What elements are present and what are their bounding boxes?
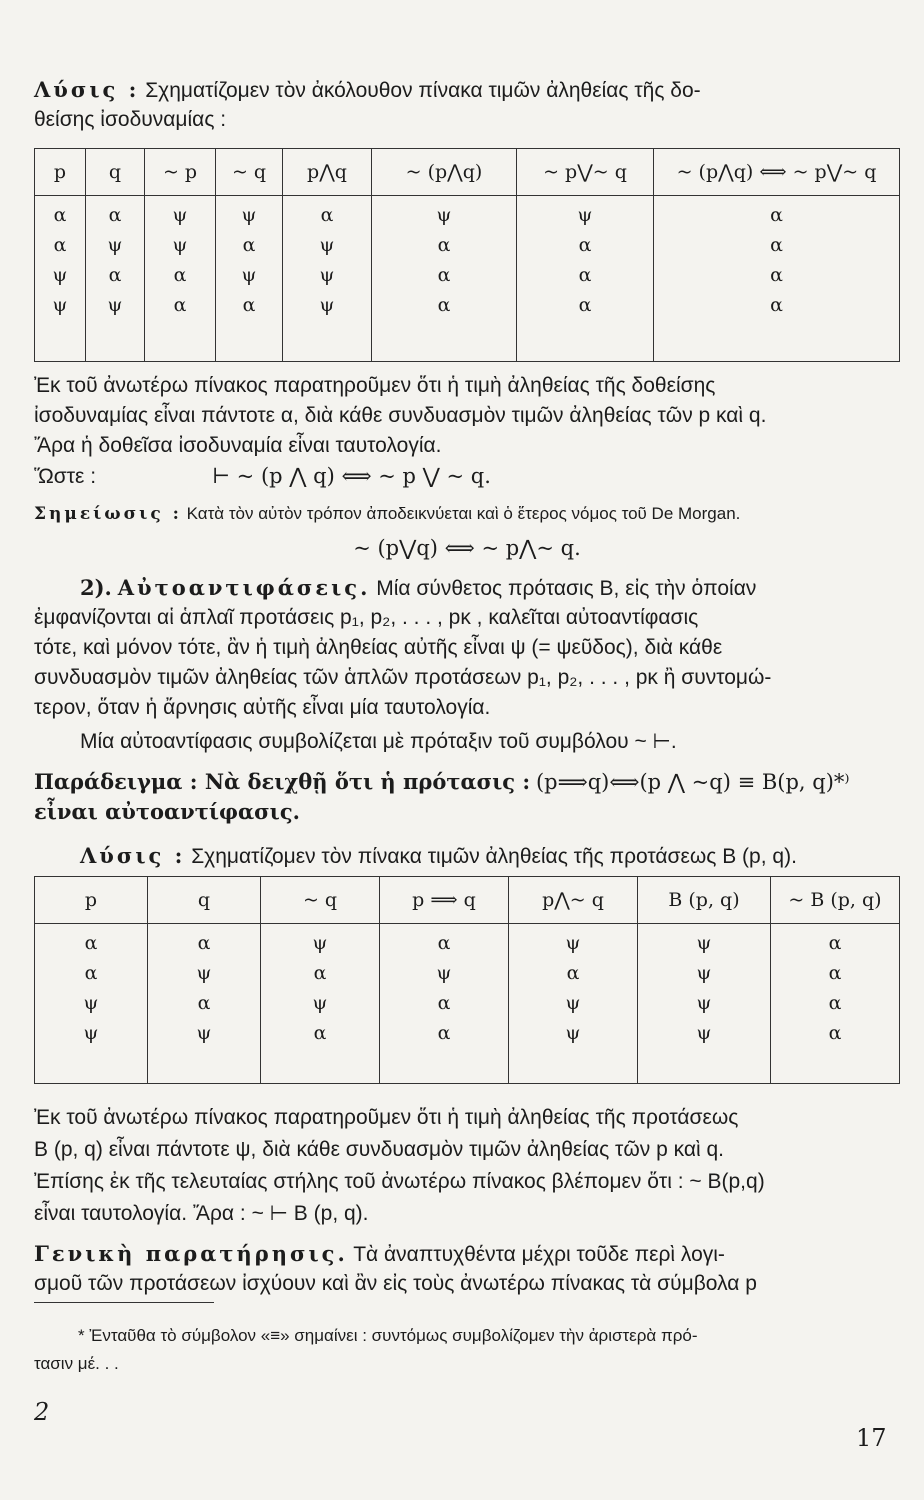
section2-line1 [34,574,900,603]
table1-cell: ψ [241,204,257,226]
table2-cell: ψ [436,962,452,984]
table1-cell: α [108,264,122,286]
section2-number: 2). [80,575,112,600]
table1-cell: ψ [241,264,257,286]
table1-header: ~ q [216,149,283,196]
table2-cell: α [313,962,327,984]
table2-cell: ψ [565,932,581,954]
table1-cell: ψ [319,264,335,286]
table1-cell: α [578,234,592,256]
table1-cell: ψ [52,294,68,316]
table2-cell: ψ [696,1022,712,1044]
table2-header: ~ q [261,877,380,924]
table1-header: ~ p⋁~ q [517,149,654,196]
truth-table-2 [34,876,900,1084]
table2-header: q [148,877,261,924]
solution1-text1: Σχηματίζομεν τὸν ἀκόλουθον πίνακα τιμῶν ἀληθείας τῆς δο- [145,79,701,102]
table1-column [372,196,517,362]
table1-body-row [35,196,900,362]
table2-cell: α [828,992,842,1014]
table2-cell: ψ [83,992,99,1014]
footnote-line2: τασιν μέ. . . [34,1354,119,1373]
de-morgan-formula: ~ (p⋁q) ⟺ ~ p⋀~ q. [353,536,581,560]
table1-cell: α [437,264,451,286]
table2-cell: α [197,932,211,954]
table2-cell: ψ [696,932,712,954]
para1-line1: Ἐκ τοῦ ἀνωτέρω πίνακος παρατηροῦμεν ὅτι ἡ τιμὴ ἀληθείας τῆς δοθείσης [34,374,716,397]
para2-line1: Ἐκ τοῦ ἀνωτέρω πίνακος παρατηροῦμεν ὅτι ἡ τιμὴ ἀληθείας τῆς προτάσεως [34,1106,739,1129]
table1-column [35,196,86,362]
table2-cell: ψ [565,1022,581,1044]
signature-mark: 2 [34,1398,50,1426]
table1-cell: α [320,204,334,226]
table2-cell: α [437,932,451,954]
table1-cell: α [770,204,783,226]
table2-column [380,924,509,1084]
table1-column [654,196,900,362]
table1-cell: α [578,294,592,316]
table2-cell: ψ [83,1022,99,1044]
table1-cell: α [770,264,783,286]
table2-cell: ψ [312,932,328,954]
table1-column [145,196,216,362]
table2-header: p ⟹ q [380,877,509,924]
table2-cell: ψ [696,992,712,1014]
page-number: 17 [856,1424,887,1452]
table2-cell: α [437,992,451,1014]
table2-column [261,924,380,1084]
table2-column [638,924,771,1084]
table1-column [283,196,372,362]
table2-header: B (p, q) [638,877,771,924]
table2-header: ~ B (p, q) [771,877,900,924]
table1-header: ~ p [145,149,216,196]
table1-cell: α [770,294,783,316]
general-label: Γενικὴ παρατήρησις. [34,1241,348,1266]
solution2-label: Λύσις : [80,843,186,868]
hoste-label: Ὥστε : [34,465,97,488]
table2-column [771,924,900,1084]
example-line1 [34,768,900,797]
table1-cell: ψ [107,234,123,256]
table1-cell: ψ [52,264,68,286]
section2-line4: συνδυασμὸν τιμῶν ἀληθείας τῶν ἁπλῶν προτάσεων p₁, p₂, . . . , pκ ἢ συντομώ- [34,666,772,689]
section2-line5: τερον, ὅταν ἡ ἄρνησις αὐτῆς εἶναι μία ταυτολογία. [34,696,491,719]
table2-header: p⋀~ q [509,877,638,924]
table2-cell: α [437,1022,451,1044]
table2-cell: α [828,932,842,954]
table2-column [148,924,261,1084]
section2-line3: τότε, καὶ μόνον τότε, ἂν ἡ τιμὴ ἀληθείας αὐτῆς εἶναι ψ (= ψεῦδος), διὰ κάθε [34,636,723,659]
table2-cell: α [566,962,580,984]
table1-cell: α [173,294,187,316]
solution1-label: Λύσις : [34,77,140,102]
para2-line2: B (p, q) εἶναι πάντοτε ψ, διὰ κάθε συνδυασμὸν τιμῶν ἀληθείας τῶν p καὶ q. [34,1138,724,1161]
example-formula: (p⟹q)⟺(p ⋀ ~q) ≡ B(p, q)*⁾ [535,770,850,794]
example-label: Παράδειγμα : Νὰ δειχθῇ ὅτι ἡ πρότασις : [34,769,531,794]
table2-header-row [35,877,900,924]
general-text1: Τὰ ἀναπτυχθέντα μέχρι τοῦδε περὶ λογι- [353,1243,725,1266]
table1-cell: ψ [172,204,188,226]
table1-cell: ψ [577,204,593,226]
table1-cell: α [578,264,592,286]
table2-cell: α [197,992,211,1014]
table1-cell: α [437,234,451,256]
table2-cell: ψ [565,992,581,1014]
table1-cell: α [242,294,256,316]
table1-cell: ψ [436,204,452,226]
note-text: Κατὰ τὸν αὐτὸν τρόπον ἀποδεικνύεται καὶ ὁ ἕτερος νόμος τοῦ De Morgan. [186,504,741,523]
table2-column [509,924,638,1084]
table1-cell: α [53,204,67,226]
footnote-rule [34,1302,214,1303]
table1-cell: ψ [319,294,335,316]
solution2-line [34,842,900,871]
para1-line2: ἰσοδυναμίας εἶναι πάντοτε α, διὰ κάθε συνδυασμὸν τιμῶν ἀληθείας τῶν p καὶ q. [34,404,767,427]
table2-cell: α [828,962,842,984]
solution2-text: Σχηματίζομεν τὸν πίνακα τιμῶν ἀληθείας τῆς προτάσεως B (p, q). [191,845,797,868]
example-line2: εἶναι αὐτοαντίφασις. [34,799,300,824]
table1-header: ~ (p⋀q) ⟺ ~ p⋁~ q [654,149,900,196]
table1-column [517,196,654,362]
solution1-line1 [34,76,900,105]
table1-cell: α [242,234,256,256]
table1-column [86,196,145,362]
table1-cell: α [173,264,187,286]
para1-line4 [34,462,900,491]
para1-line3: Ἄρα ἡ δοθεῖσα ἰσοδυναμία εἶναι ταυτολογία. [34,434,442,457]
truth-table-1 [34,148,900,362]
para2-line3: Ἐπίσης ἐκ τῆς τελευταίας στήλης τοῦ ἀνωτέρω πίνακος βλέπομεν ὅτι : ~ B(p,q) [34,1170,765,1193]
table2-cell: ψ [196,962,212,984]
table2-cell: ψ [312,992,328,1014]
tautology-formula: ⊢ ~ (p ⋀ q) ⟺ ~ p ⋁ ~ q. [211,464,491,488]
table1-cell: ψ [172,234,188,256]
table2-column [35,924,148,1084]
table2-cell: α [84,932,98,954]
note-label: Σημείωσις : [34,504,182,524]
para2-line4: εἶναι ταυτολογία. Ἄρα : ~ ⊢ B (p, q). [34,1202,369,1225]
table2-body-row [35,924,900,1084]
solution1-line2: θείσης ἰσοδυναμίας : [34,108,227,131]
note-line [34,500,900,528]
table1-header: q [86,149,145,196]
table1-cell: α [770,234,783,256]
general-line2: σμοῦ τῶν προτάσεων ἰσχύουν καὶ ἂν εἰς τοὺς ἀνωτέρω πίνακας τὰ σύμβολα p [34,1272,757,1295]
table1-cell: ψ [319,234,335,256]
table2-cell: ψ [196,1022,212,1044]
section2-line6: Μία αὐτοαντίφασις συμβολίζεται μὲ πρόταξιν τοῦ συμβόλου ~ ⊢. [80,730,677,753]
table1-cell: ψ [107,294,123,316]
table1-column [216,196,283,362]
footnote-line1: * Ἐνταῦθα τὸ σύμβολον «≡» σημαίνει : συντόμως συμβολίζομεν τὴν ἀριστερὰ πρό- [78,1326,698,1345]
table1-cell: α [437,294,451,316]
table1-header: p [35,149,86,196]
table1-header-row [35,149,900,196]
table2-cell: α [84,962,98,984]
table1-cell: α [53,234,67,256]
section2-line2: ἐμφανίζονται αἱ ἁπλαῖ προτάσεις p₁, p₂, . . . , pκ , καλεῖται αὐτοαντίφασις [34,606,699,629]
general-line1 [34,1240,900,1269]
table1-cell: α [108,204,122,226]
section2-text1: Μία σύνθετος πρότασις Β, εἰς τὴν ὁποίαν [376,577,757,600]
table2-cell: α [828,1022,842,1044]
section2-title: Αὐτοαντιφάσεις. [117,575,371,600]
table2-header: p [35,877,148,924]
table2-cell: ψ [696,962,712,984]
table1-header: ~ (p⋀q) [372,149,517,196]
table2-cell: α [313,1022,327,1044]
table1-header: p⋀q [283,149,372,196]
